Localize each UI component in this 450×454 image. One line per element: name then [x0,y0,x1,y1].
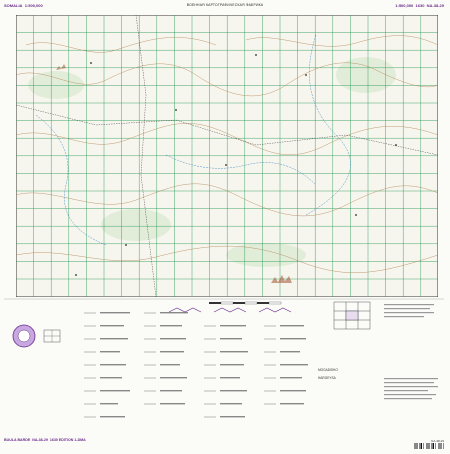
legend-symbol-column-4 [264,326,276,404]
legend-text-column-3 [220,325,248,417]
legend-symbol-column-1 [84,313,96,417]
topographic-map-frame [16,15,438,297]
legend-symbol-column-3 [204,326,216,417]
publisher-title: ВОЕННАЯ КАРТОГРАФИЧЕСКАЯ ФАБРИКА [186,3,264,7]
road-classification-symbols [169,308,291,312]
legend-text-column-2 [160,312,188,404]
place-name-list [318,366,338,382]
sheet-id-header: 1:500,000 1630 NA-38-29 [395,3,444,8]
sheet-country-header: SOMALIA 1:500,000 [4,3,43,8]
legend-text-column-1 [100,312,130,417]
sheet-footer-title: BUULA BARDE NA-38-29 1630 EDITION 1-DMA [4,438,86,442]
adjoining-sheets-diagram [334,302,370,329]
map-legend-area [4,298,444,436]
footer-sheet-id: NA-38-29 [431,439,444,443]
index-diagram [44,330,60,342]
place-name-hargeysa: HARGEYSA [318,376,336,380]
place-name-mogadisho: MOGADISHO [318,368,338,372]
barcode [414,443,444,449]
legend-emblem [13,325,35,347]
production-notes-block [384,304,438,399]
legend-text-column-4 [280,325,308,404]
legend-symbol-column-2 [144,313,156,404]
scale-bar [209,302,281,304]
